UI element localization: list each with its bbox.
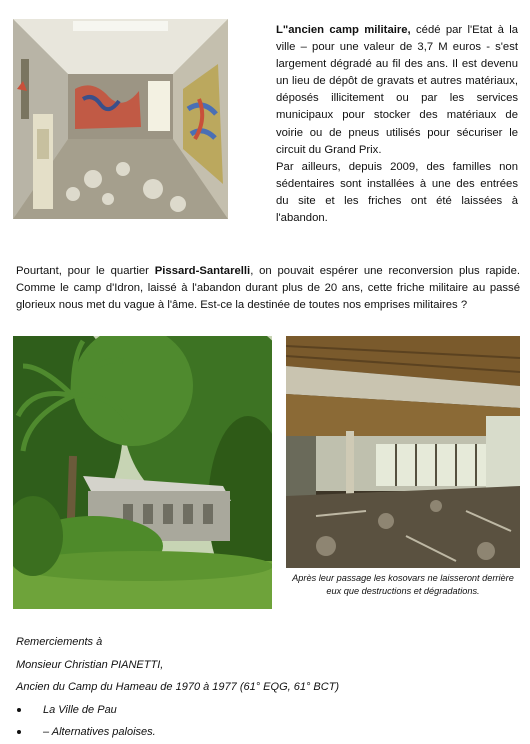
overgrown-building-photo (13, 336, 272, 609)
vandalized-hall-photo (286, 336, 520, 568)
thanks-person: Monsieur Christian PIANETTI, (16, 658, 164, 671)
body-text-end: , on pouvait espérer une reconversion plus rapide. Comme le camp d'Idron, laissé à l'abandon durant plus de 20 ans, cette friche militaire au passé glorieux nous met du vague à l'âme. Est-ce la destinée de toutes nos emprises militaires ? (16, 265, 521, 312)
intro-text (276, 22, 518, 227)
quarter-name: Pissard-Santarelli (154, 265, 251, 277)
thanks-heading: Remerciements à (16, 636, 103, 648)
thanks-bullet-item: La Ville de Pau (16, 699, 516, 722)
thanks-bullet-item: – Alternatives paloises. (16, 721, 516, 744)
body-paragraph (16, 263, 520, 314)
graffiti-corridor-photo (13, 19, 228, 219)
acknowledgements (16, 631, 516, 744)
intro-lead-bold: L"ancien camp militaire, (276, 24, 411, 36)
intro-lead-text: cédé par l'Etat à la ville – pour une valeur de 3,7 M euros - s'est largement dégradé au fil des ans. Il est devenu un lieu de dépôt de gravats et autres matériaux, déposés illicitement ou par les services municipaux pour stocker des matériaux de voirie ou de pneus utilisés pour sécuriser le circuit du Grand Prix. (276, 24, 519, 156)
body-text-start: Pourtant, pour le quartier (16, 265, 155, 277)
intro-second-paragraph: Par ailleurs, depuis 2009, des familles non sédentaires sont installées à une des entrées du site et les friches ont été laissées à l'abandon. (276, 160, 518, 225)
thanks-role: Ancien du Camp du Hameau de 1970 à 1977 (61° EQG, 61° BCT) (16, 681, 340, 693)
photo-caption: Après leur passage les kosovars ne laisseront derrière eux que destructions et dégradations. (292, 573, 514, 596)
